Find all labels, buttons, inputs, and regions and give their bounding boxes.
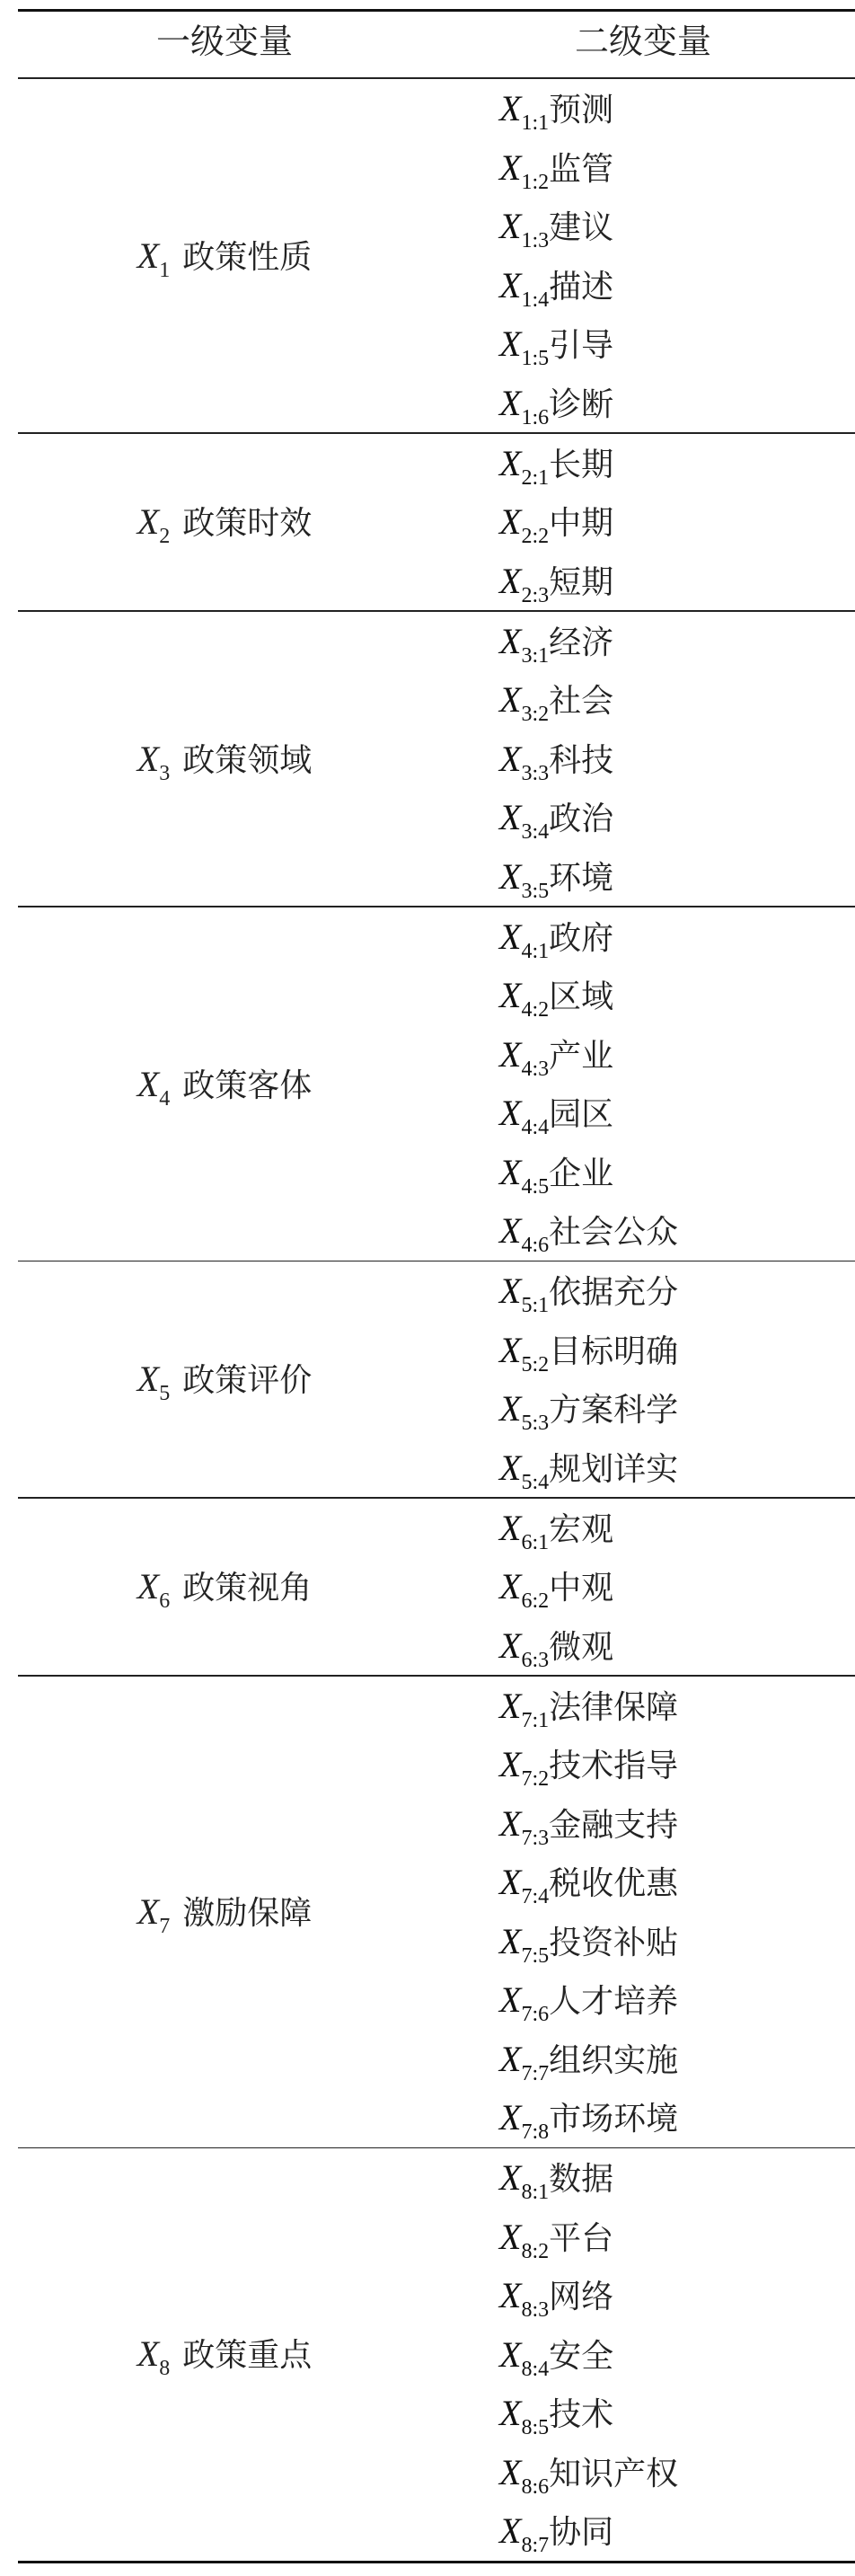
secondary-variable-label: 描述 xyxy=(549,268,614,305)
secondary-variable-symbol: X xyxy=(499,1624,522,1666)
secondary-variable-subscript: 4:2 xyxy=(521,998,550,1022)
secondary-variable-subscript: 7:8 xyxy=(521,2120,550,2144)
secondary-variable-subscript: 7:4 xyxy=(521,1885,550,1908)
secondary-variable-item xyxy=(499,1794,678,1854)
primary-variable-cell xyxy=(18,2148,431,2561)
secondary-variable-subscript: 3:3 xyxy=(521,761,550,785)
secondary-variable-list xyxy=(499,1261,678,1497)
secondary-variable-label: 依据充分 xyxy=(549,1274,679,1311)
secondary-variable-subscript: 1:6 xyxy=(521,405,550,429)
secondary-variable-item xyxy=(499,1735,678,1794)
secondary-variable-item xyxy=(499,1025,678,1084)
secondary-variable-subscript: 4:3 xyxy=(521,1057,550,1081)
secondary-variable-label: 人才培养 xyxy=(549,1983,679,2020)
secondary-variable-item xyxy=(499,1321,678,1380)
secondary-variable-item xyxy=(499,612,613,671)
secondary-variable-subscript: 2:1 xyxy=(521,465,550,490)
secondary-variable-label: 规划详实 xyxy=(549,1450,679,1488)
secondary-variable-label: 知识产权 xyxy=(549,2455,679,2492)
primary-variable-symbol: X xyxy=(137,1063,160,1104)
secondary-variable-item xyxy=(499,966,678,1025)
primary-variable-cell xyxy=(18,907,431,1261)
secondary-variable-subscript: 3:1 xyxy=(521,643,550,668)
primary-variable-label: 政策客体 xyxy=(182,1067,313,1104)
secondary-variable-item xyxy=(499,1499,613,1558)
primary-variable-label: 激励保障 xyxy=(182,1894,313,1932)
secondary-variable-item xyxy=(499,2384,678,2443)
primary-variable-cell xyxy=(18,612,431,907)
secondary-variable-label: 组织实施 xyxy=(549,2041,679,2079)
secondary-variable-label: 网络 xyxy=(549,2279,614,2315)
primary-variable-label: 政策重点 xyxy=(182,2337,313,2374)
table-top-rule xyxy=(18,9,855,12)
secondary-variable-symbol: X xyxy=(499,1033,522,1075)
secondary-variable-symbol: X xyxy=(499,323,522,364)
secondary-variable-subscript: 3:2 xyxy=(521,703,550,726)
secondary-variable-item xyxy=(499,374,613,433)
secondary-variable-symbol: X xyxy=(499,2216,522,2257)
primary-variable-subscript: 1 xyxy=(159,259,171,282)
secondary-variable-subscript: 8:6 xyxy=(521,2474,550,2499)
secondary-variable-item xyxy=(499,1084,678,1143)
primary-variable-subscript: 3 xyxy=(159,761,171,785)
secondary-variable-item xyxy=(499,1616,613,1676)
secondary-variable-item xyxy=(499,1970,678,2030)
secondary-variable-symbol: X xyxy=(499,1151,522,1192)
primary-variable-subscript: 5 xyxy=(159,1382,171,1405)
secondary-variable-label: 目标明确 xyxy=(549,1332,679,1370)
secondary-variable-symbol: X xyxy=(499,146,522,188)
secondary-variable-symbol: X xyxy=(499,1093,522,1133)
secondary-variable-subscript: 1:4 xyxy=(521,288,550,312)
secondary-variable-item xyxy=(499,1261,678,1321)
secondary-variable-symbol: X xyxy=(499,620,522,661)
secondary-variable-label: 短期 xyxy=(549,563,614,601)
secondary-variable-item xyxy=(499,492,613,552)
secondary-variable-item xyxy=(499,2501,678,2561)
secondary-variable-subscript: 2:2 xyxy=(521,525,550,548)
primary-variable-label: 政策视角 xyxy=(182,1569,313,1607)
secondary-variable-symbol: X xyxy=(499,2038,522,2079)
secondary-variable-subscript: 7:1 xyxy=(521,1708,550,1732)
secondary-variable-symbol: X xyxy=(499,1920,522,1961)
primary-variable-label: 政策评价 xyxy=(182,1362,313,1399)
secondary-variable-symbol: X xyxy=(499,2393,522,2433)
primary-variable-subscript: 6 xyxy=(159,1589,171,1613)
secondary-variable-label: 政治 xyxy=(549,801,614,837)
primary-variable-cell xyxy=(18,1499,431,1676)
secondary-variable-subscript: 1:5 xyxy=(521,347,550,370)
secondary-variable-label: 环境 xyxy=(549,859,614,897)
primary-variable-subscript: 8 xyxy=(159,2357,171,2380)
secondary-variable-symbol: X xyxy=(499,1685,522,1726)
secondary-variable-subscript: 3:5 xyxy=(521,879,550,903)
secondary-variable-symbol: X xyxy=(499,1388,522,1429)
secondary-variable-subscript: 4:1 xyxy=(521,939,550,963)
primary-variable-subscript: 4 xyxy=(159,1086,171,1111)
secondary-variable-label: 经济 xyxy=(549,624,614,661)
secondary-variable-item xyxy=(499,552,613,611)
secondary-variable-item xyxy=(499,138,613,198)
secondary-variable-item xyxy=(499,1438,678,1498)
secondary-variable-list xyxy=(499,1677,678,2147)
secondary-variable-label: 金融支持 xyxy=(549,1806,679,1844)
primary-variable-symbol: X xyxy=(137,1565,160,1607)
secondary-variable-symbol: X xyxy=(499,382,522,423)
header-primary-variable: 一级变量 xyxy=(155,22,293,61)
secondary-variable-symbol: X xyxy=(499,264,522,305)
secondary-variable-subscript: 5:1 xyxy=(521,1294,550,1317)
secondary-variable-subscript: 5:4 xyxy=(521,1470,550,1494)
secondary-variable-subscript: 8:7 xyxy=(521,2534,550,2557)
secondary-variable-label: 社会 xyxy=(549,683,614,720)
secondary-variable-label: 安全 xyxy=(549,2337,614,2375)
primary-variable-symbol: X xyxy=(137,235,160,276)
secondary-variable-subscript: 1:3 xyxy=(521,229,550,252)
secondary-variable-label: 产业 xyxy=(549,1037,614,1075)
secondary-variable-label: 科技 xyxy=(549,741,614,779)
secondary-variable-symbol: X xyxy=(499,1566,522,1607)
primary-variable-subscript: 7 xyxy=(159,1914,171,1938)
secondary-variable-label: 方案科学 xyxy=(549,1392,679,1429)
secondary-variable-label: 区域 xyxy=(549,978,614,1015)
secondary-variable-item xyxy=(499,2266,678,2325)
secondary-variable-symbol: X xyxy=(499,855,522,897)
secondary-variable-label: 中观 xyxy=(549,1570,614,1607)
secondary-variable-symbol: X xyxy=(499,88,522,128)
secondary-variable-subscript: 7:3 xyxy=(521,1826,550,1850)
primary-variable-cell xyxy=(18,434,431,611)
primary-variable-cell xyxy=(18,79,431,432)
primary-variable-symbol: X xyxy=(137,2333,160,2374)
secondary-variable-subscript: 1:1 xyxy=(521,111,550,135)
secondary-variable-subscript: 1:2 xyxy=(521,170,550,194)
secondary-variable-label: 引导 xyxy=(549,327,614,364)
primary-variable-cell xyxy=(18,1261,431,1497)
primary-variable-symbol: X xyxy=(137,500,160,542)
secondary-variable-label: 政府 xyxy=(549,919,614,957)
secondary-variable-item xyxy=(499,1677,678,1736)
secondary-variable-item xyxy=(499,1853,678,1912)
secondary-variable-item xyxy=(499,907,678,967)
primary-variable-label: 政策时效 xyxy=(182,504,313,542)
secondary-variable-subscript: 6:3 xyxy=(521,1648,550,1672)
secondary-variable-label: 预测 xyxy=(549,92,614,128)
secondary-variable-symbol: X xyxy=(499,442,522,483)
secondary-variable-label: 企业 xyxy=(549,1155,614,1192)
secondary-variable-label: 宏观 xyxy=(549,1510,614,1548)
primary-variable-subscript: 2 xyxy=(159,524,171,548)
secondary-variable-symbol: X xyxy=(499,916,522,957)
secondary-variable-subscript: 4:5 xyxy=(521,1174,550,1199)
secondary-variable-subscript: 3:4 xyxy=(521,820,550,844)
primary-variable-symbol: X xyxy=(137,1890,160,1932)
primary-variable-symbol: X xyxy=(137,738,160,779)
primary-variable-label: 政策领域 xyxy=(182,741,313,779)
secondary-variable-item xyxy=(499,1379,678,1438)
secondary-variable-symbol: X xyxy=(499,1979,522,2020)
secondary-variable-item xyxy=(499,314,613,374)
primary-variable-symbol: X xyxy=(137,1359,160,1399)
table-bottom-rule xyxy=(18,2561,855,2563)
secondary-variable-label: 技术 xyxy=(549,2396,614,2433)
secondary-variable-label: 法律保障 xyxy=(549,1688,679,1726)
secondary-variable-symbol: X xyxy=(499,738,522,779)
secondary-variable-item xyxy=(499,2443,678,2502)
secondary-variable-label: 长期 xyxy=(549,446,614,483)
secondary-variable-item xyxy=(499,2088,678,2147)
secondary-variable-subscript: 4:6 xyxy=(521,1234,550,1257)
secondary-variable-item xyxy=(499,2148,678,2208)
secondary-variable-label: 监管 xyxy=(549,150,614,188)
secondary-variable-item xyxy=(499,79,613,138)
secondary-variable-label: 市场环境 xyxy=(549,2101,679,2138)
secondary-variable-symbol: X xyxy=(499,1802,522,1844)
secondary-variable-label: 税收优惠 xyxy=(549,1865,679,1902)
secondary-variable-item xyxy=(499,434,613,493)
secondary-variable-label: 园区 xyxy=(549,1096,614,1133)
secondary-variable-label: 平台 xyxy=(549,2219,614,2257)
secondary-variable-symbol: X xyxy=(499,1744,522,1784)
secondary-variable-item xyxy=(499,256,613,315)
secondary-variable-item xyxy=(499,1557,613,1616)
secondary-variable-item xyxy=(499,1201,678,1261)
secondary-variable-symbol: X xyxy=(499,797,522,837)
primary-variable-label: 政策性质 xyxy=(182,239,313,276)
secondary-variable-symbol: X xyxy=(499,560,522,601)
secondary-variable-subscript: 8:5 xyxy=(521,2416,550,2439)
header-secondary-variable: 二级变量 xyxy=(574,22,711,61)
secondary-variable-label: 建议 xyxy=(549,209,614,246)
secondary-variable-label: 微观 xyxy=(549,1628,614,1666)
secondary-variable-subscript: 8:4 xyxy=(521,2357,550,2381)
secondary-variable-list xyxy=(499,79,613,432)
secondary-variable-symbol: X xyxy=(499,2333,522,2375)
secondary-variable-symbol: X xyxy=(499,2275,522,2315)
secondary-variable-item xyxy=(499,1143,678,1202)
secondary-variable-list xyxy=(499,1499,613,1676)
secondary-variable-list xyxy=(499,434,613,611)
secondary-variable-label: 中期 xyxy=(549,505,614,542)
secondary-variable-subscript: 4:4 xyxy=(521,1116,550,1139)
secondary-variable-symbol: X xyxy=(499,1270,522,1311)
secondary-variable-symbol: X xyxy=(499,1329,522,1370)
secondary-variable-subscript: 6:1 xyxy=(521,1530,550,1554)
secondary-variable-label: 协同 xyxy=(549,2514,614,2551)
secondary-variable-symbol: X xyxy=(499,1862,522,1902)
secondary-variable-label: 投资补贴 xyxy=(549,1924,679,1961)
primary-variable-cell xyxy=(18,1677,431,2147)
secondary-variable-symbol: X xyxy=(499,1210,522,1251)
secondary-variable-label: 社会公众 xyxy=(549,1214,679,1251)
secondary-variable-subscript: 5:3 xyxy=(521,1412,550,1435)
secondary-variable-subscript: 5:2 xyxy=(521,1352,550,1377)
secondary-variable-symbol: X xyxy=(499,975,522,1015)
secondary-variable-label: 技术指导 xyxy=(549,1748,679,1784)
secondary-variable-subscript: 7:2 xyxy=(521,1767,550,1791)
secondary-variable-symbol: X xyxy=(499,2157,522,2198)
secondary-variable-symbol: X xyxy=(499,2451,522,2492)
secondary-variable-item xyxy=(499,1912,678,1971)
secondary-variable-label: 诊断 xyxy=(549,385,614,423)
secondary-variable-subscript: 7:5 xyxy=(521,1943,550,1968)
secondary-variable-symbol: X xyxy=(499,501,522,542)
secondary-variable-list xyxy=(499,612,613,907)
secondary-variable-subscript: 8:3 xyxy=(521,2298,550,2322)
secondary-variable-item xyxy=(499,847,613,907)
secondary-variable-item xyxy=(499,788,613,847)
secondary-variable-label: 数据 xyxy=(549,2161,614,2198)
secondary-variable-subscript: 7:7 xyxy=(521,2061,550,2085)
secondary-variable-subscript: 7:6 xyxy=(521,2003,550,2026)
secondary-variable-subscript: 2:3 xyxy=(521,583,550,607)
secondary-variable-item xyxy=(499,2030,678,2089)
secondary-variable-symbol: X xyxy=(499,2097,522,2138)
secondary-variable-item xyxy=(499,2325,678,2385)
secondary-variable-item xyxy=(499,670,613,730)
secondary-variable-subscript: 8:2 xyxy=(521,2239,550,2263)
secondary-variable-item xyxy=(499,2208,678,2267)
secondary-variable-symbol: X xyxy=(499,1507,522,1548)
secondary-variable-list xyxy=(499,907,678,1261)
secondary-variable-list xyxy=(499,2148,678,2561)
secondary-variable-symbol: X xyxy=(499,1447,522,1488)
secondary-variable-subscript: 6:2 xyxy=(521,1589,550,1613)
secondary-variable-item xyxy=(499,730,613,789)
secondary-variable-symbol: X xyxy=(499,679,522,720)
secondary-variable-subscript: 8:1 xyxy=(521,2181,550,2204)
secondary-variable-item xyxy=(499,197,613,256)
secondary-variable-symbol: X xyxy=(499,206,522,246)
secondary-variable-symbol: X xyxy=(499,2510,522,2551)
